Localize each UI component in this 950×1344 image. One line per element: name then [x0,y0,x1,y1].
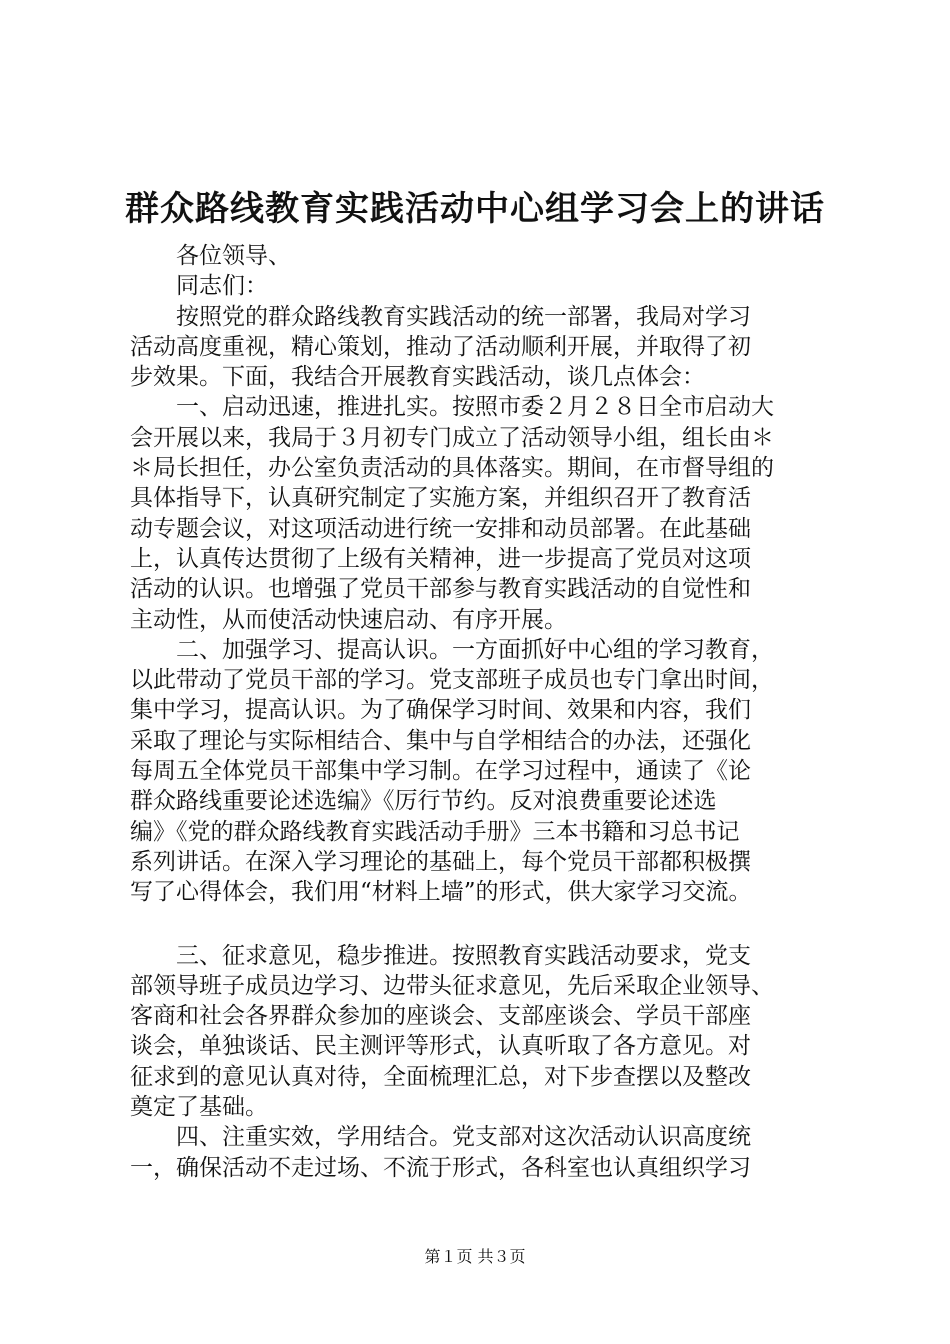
paragraph-line: 按照党的群众路线教育实践活动的统一部署，我局对学习 [176,303,751,330]
paragraph-line: 活动的认识。也增强了党员干部参与教育实践活动的自觉性和 [130,576,751,603]
paragraph-line: 集中学习，提高认识。为了确保学习时间、效果和内容，我们 [130,697,751,724]
paragraph-line: 一、启动迅速，推进扎实。按照市委２月２８日全市启动大 [176,394,774,421]
paragraph-line: 部领导班子成员边学习、边带头征求意见，先后采取企业领导、 [130,972,774,999]
paragraph-line: 三、征求意见，稳步推进。按照教育实践活动要求，党支 [176,942,751,969]
paragraph-line: 上，认真传达贯彻了上级有关精神，进一步提高了党员对这项 [130,545,751,572]
page-number-footer: 第１页 共３页 [424,1247,526,1266]
paragraph-line: 活动高度重视，精心策划，推动了活动顺利开展，并取得了初 [130,333,751,360]
paragraph-line: 会开展以来，我局于３月初专门成立了活动领导小组，组长由＊ [130,424,774,451]
paragraph-line: 客商和社会各界群众参加的座谈会、支部座谈会、学员干部座 [130,1003,751,1030]
paragraph-line: ＊局长担任，办公室负责活动的具体落实。期间，在市督导组的 [130,455,774,482]
document-title: 群众路线教育实践活动中心组学习会上的讲话 [125,189,825,229]
greeting-line: 同志们： [176,273,268,300]
paragraph-line: 具体指导下，认真研究制定了实施方案，并组织召开了教育活 [130,485,751,512]
paragraph-line: 征求到的意见认真对待，全面梳理汇总，对下步查摆以及整改 [130,1063,751,1090]
paragraph-line: 以此带动了党员干部的学习。党支部班子成员也专门拿出时间， [130,667,774,694]
section-2-paragraph [130,635,830,908]
paragraph-line: 谈会，单独谈话、民主测评等形式，认真听取了各方意见。对 [130,1033,751,1060]
paragraph-line: 每周五全体党员干部集中学习制。在学习过程中，通读了《论 [130,758,751,785]
document-body [130,241,830,1183]
paragraph-line: 采取了理论与实际相结合、集中与自学相结合的办法，还强化 [130,727,751,754]
paragraph-line: 写了心得体会，我们用“材料上墙”的形式，供大家学习交流。 [130,879,752,906]
paragraph-line: 奠定了基础。 [130,1094,268,1121]
paragraph-line: 四、注重实效，学用结合。党支部对这次活动认识高度统 [176,1124,751,1151]
intro-paragraph [130,302,830,393]
section-4-paragraph [130,1122,830,1183]
paragraph-line: 动专题会议，对这项活动进行统一安排和动员部署。在此基础 [130,515,751,542]
paragraph-line: 系列讲话。在深入学习理论的基础上，每个党员干部都积极撰 [130,848,751,875]
paragraph-line: 主动性，从而使活动快速启动、有序开展。 [130,606,567,633]
paragraph-line: 一，确保活动不走过场、不流于形式，各科室也认真组织学习 [130,1154,751,1181]
paragraph-line: 群众路线重要论述选编》《厉行节约。反对浪费重要论述选 [130,788,717,815]
greeting-line: 各位领导、 [176,243,291,269]
paragraph-line: 二、加强学习、提高认识。一方面抓好中心组的学习教育， [176,636,774,663]
section-3-paragraph [130,941,830,1123]
paragraph-line: 编》《党的群众路线教育实践活动手册》三本书籍和习总书记 [130,818,740,845]
paragraph-line: 步效果。下面，我结合开展教育实践活动，谈几点体会： [130,364,705,391]
paragraph-spacer [130,908,830,941]
section-1-paragraph [130,392,830,634]
